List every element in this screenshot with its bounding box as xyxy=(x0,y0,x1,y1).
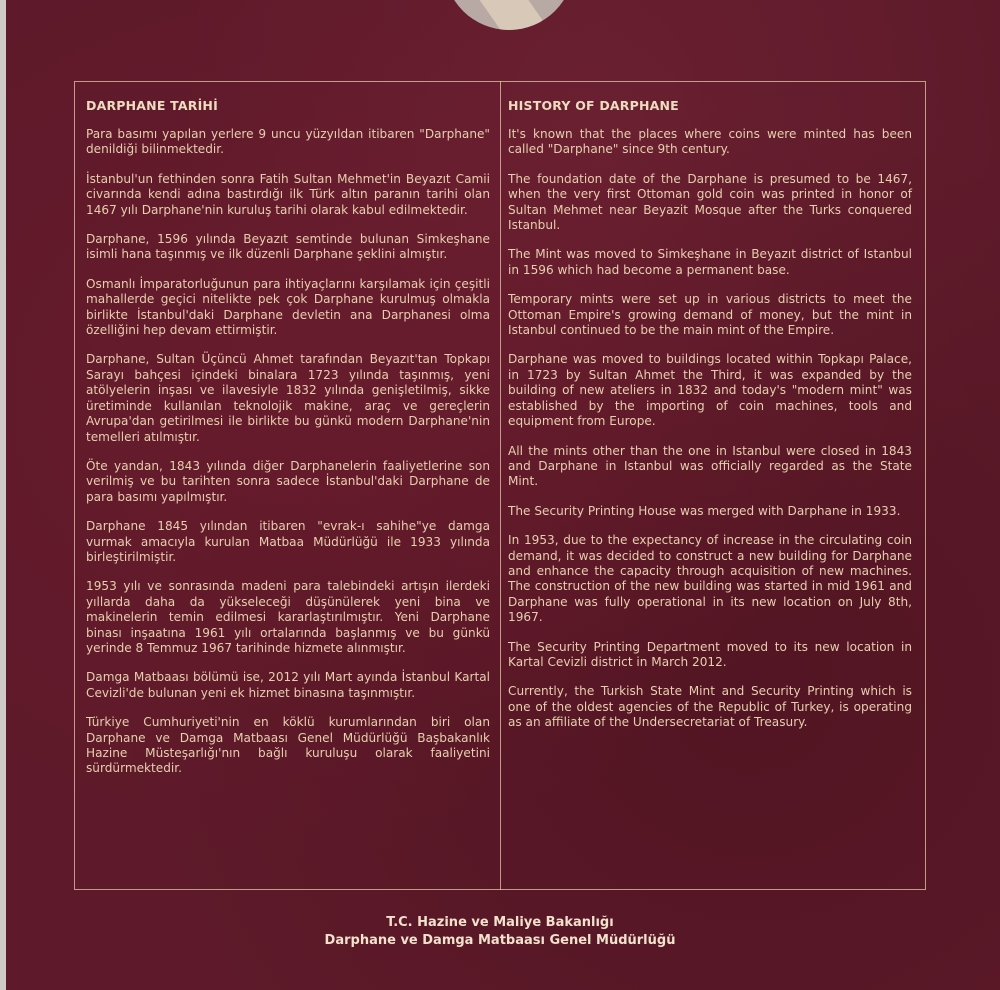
turkish-column xyxy=(86,98,490,791)
turkish-paragraph: Damga Matbaası bölümü ise, 2012 yılı Mart ayında İstanbul Kartal Cevizli'de bulunan yeni ek hizmet binasına taşınmıştır. xyxy=(86,670,490,700)
footer xyxy=(0,914,1000,950)
turkish-paragraph: 1953 yılı ve sonrasında madeni para talebindeki artışın ilerdeki yıllarda daha da yükseleceği düşünülerek yeni bina ve makinelerin temin edilmesi kararlaştırılmıştır. Yeni Darphane binası inşaatına 1961 yılı ortalarında başlanmış ve bu günkü yerinde 8 Temmuz 1967 tarihinde hizmete alınmıştır. xyxy=(86,579,490,655)
footer-ministry: T.C. Hazine ve Maliye Bakanlığı xyxy=(386,915,614,930)
footer-institution: Darphane ve Damga Matbaası Genel Müdürlüğü xyxy=(324,933,676,948)
english-paragraph: Currently, the Turkish State Mint and Security Printing which is one of the oldest agencies of the Republic of Turkey, is operating as an affiliate of the Undersecretariat of Treasury. xyxy=(508,684,912,730)
turkish-paragraph: İstanbul'un fethinden sonra Fatih Sultan Mehmet'in Beyazıt Camii civarında kendi adına bastırdığı ilk Türk altın paranın tarihi olan 1467 yılı Darphane'nin kuruluş tarihi olarak kabul edilmektedir. xyxy=(86,171,490,217)
english-paragraph: Temporary mints were set up in various districts to meet the Ottoman Empire's growing demand of money, but the mint in Istanbul continued to be the main mint of the Empire. xyxy=(508,292,912,338)
english-paragraph: It's known that the places where coins were minted has been called "Darphane" since 9th century. xyxy=(508,127,912,157)
english-paragraph: The foundation date of the Darphane is presumed to be 1467, when the very first Ottoman gold coin was printed in honor of Sultan Mehmet near Beyazit Mosque after the Turks conquered Istanbul. xyxy=(508,171,912,233)
english-column xyxy=(508,98,912,745)
english-paragraph: Darphane was moved to buildings located within Topkapı Palace, in 1723 by Sultan Ahmet the Third, it was expanded by the building of new ateliers in 1832 and today's "modern mint" was established by the importing of coin machines, tools and equipment from Europe. xyxy=(508,352,912,429)
english-paragraph: All the mints other than the one in Istanbul were closed in 1843 and Darphane in Istanbul was officially regarded as the State Mint. xyxy=(508,443,912,489)
english-paragraph: The Mint was moved to Simkeşhane in Beyazıt district of Istanbul in 1596 which had become a permanent base. xyxy=(508,247,912,277)
column-divider xyxy=(500,81,501,890)
turkish-paragraph: Para basımı yapılan yerlere 9 uncu yüzyıldan itibaren "Darphane" denildiği bilinmektedir. xyxy=(86,127,490,157)
turkish-paragraph: Darphane, 1596 yılında Beyazıt semtinde bulunan Simkeşhane isimli hana taşınmış ve ilk düzenli Darphane şeklini almıştır. xyxy=(86,232,490,262)
turkish-paragraph: Darphane 1845 yılından itibaren "evrak-ı sahihe"ye damga vurmak amacıyla kurulan Matbaa Müdürlüğü ile 1933 yılında birleştirilmiştir. xyxy=(86,519,490,564)
turkish-title: DARPHANE TARİHİ xyxy=(86,98,218,113)
english-paragraph: The Security Printing Department moved to its new location in Kartal Cevizli district in March 2012. xyxy=(508,639,912,669)
english-paragraph: The Security Printing House was merged with Darphane in 1933. xyxy=(508,503,901,518)
english-title: HISTORY OF DARPHANE xyxy=(508,98,679,113)
thumb-notch xyxy=(444,0,574,30)
turkish-paragraph: Öte yandan, 1843 yılında diğer Darphanelerin faaliyetlerine son verilmiş ve bu tarihten sonra sadece İstanbul'daki Darphane de para basımı yapılmıştır. xyxy=(86,458,490,504)
turkish-paragraph: Osmanlı İmparatorluğunun para ihtiyaçlarını karşılamak için çeşitli mahallerde geçici nitelikte pek çok Darphane kurulmuş olmakla birlikte İstanbul'daki Darphane devletin ana Darphanesi olma özelliğini hep devam ettirmiştir. xyxy=(86,276,490,338)
turkish-paragraph: Darphane, Sultan Üçüncü Ahmet tarafından Beyazıt'tan Topkapı Sarayı bahçesi içindeki binalara 1723 yılında taşınmış, yeni atölyelerin inşası ve ilavesiyle 1832 yılında genişletilmiş, sikke üretiminde kullanılan teknolojik makine, araç ve gereçlerin Avrupa'dan getirilmesi ile birlikte bu günkü modern Darphane'nin temelleri atılmıştır. xyxy=(86,352,490,444)
english-paragraph: In 1953, due to the expectancy of increase in the circulating coin demand, it was decided to construct a new building for Darphane and enhance the capacity through acquisition of new machines. The construction of the new building was started in mid 1961 and Darphane was fully operational in its new location on July 8th, 1967. xyxy=(508,533,912,625)
turkish-paragraph: Türkiye Cumhuriyeti'nin en köklü kurumlarından biri olan Darphane ve Damga Matbaası Genel Müdürlüğü Başbakanlık Hazine Müsteşarlığı'nın bağlı kuruluşu olarak faaliyetini sürdürmektedir. xyxy=(86,715,490,776)
